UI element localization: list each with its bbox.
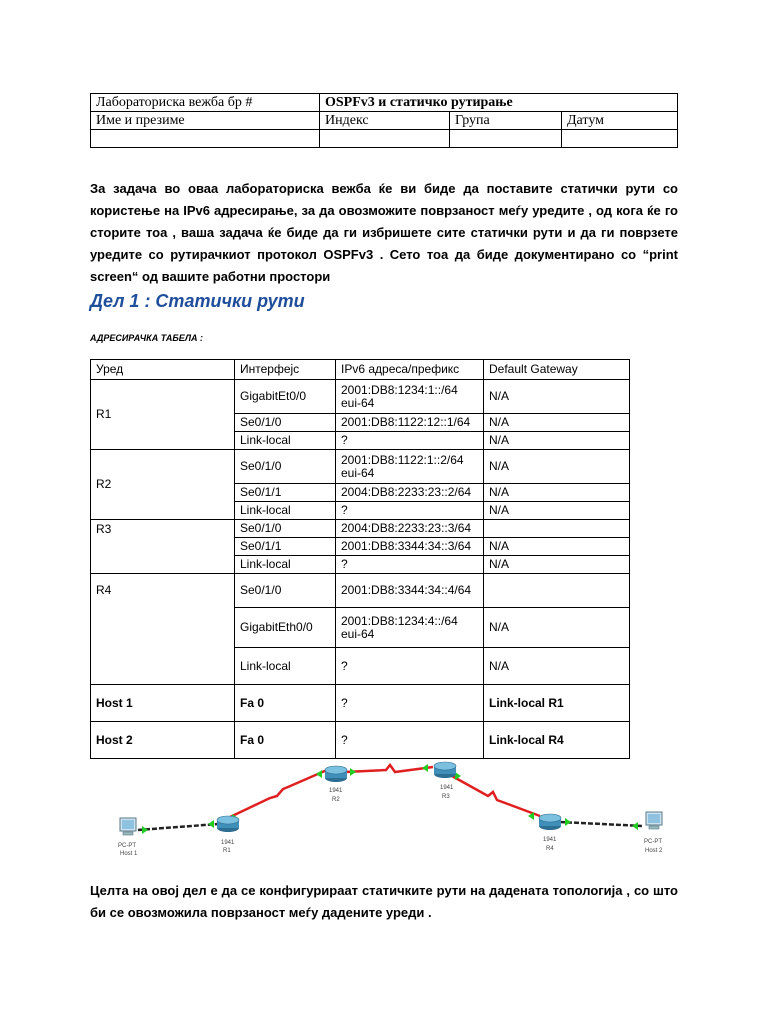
device-r2: R2	[91, 450, 235, 520]
index-value	[320, 130, 450, 148]
address-cell: 2001:DB8:3344:34::3/64	[336, 538, 484, 556]
section-title: Дел 1 : Статички рути	[90, 291, 305, 311]
router-r2-icon[interactable]	[325, 766, 347, 782]
intro-paragraph: За задача во оваа лабораториска вежба ќе ви биде да поставите статички рути со користење на IPv6 адресирање, за да овозможите поврзаност меѓу уредите , од кога ќе го сторите тоа , ваша задача ќе биде да ги избришете сите статички рути и да ги поврзете уредите со рутирачкиот протокол OSPFv3 . Сето тоа да биде документирано со “print screen“ од вашите работни простори	[90, 181, 678, 284]
address-table	[90, 359, 630, 759]
address-cell: ?	[336, 432, 484, 450]
device-host2: Host 2	[91, 722, 235, 759]
interface-cell: Se0/1/0	[235, 520, 336, 538]
r4-name-label: R4	[546, 846, 554, 852]
gateway-cell: N/A	[484, 484, 630, 502]
device-r3: R3	[91, 520, 235, 574]
address-cell: ?	[336, 648, 484, 685]
address-cell: 2001:DB8:1234:1::/64 eui-64	[336, 380, 484, 414]
address-cell: ?	[336, 685, 484, 722]
address-cell: 2001:DB8:1234:4::/64 eui-64	[336, 608, 484, 648]
r4-model-label: 1941	[543, 837, 557, 843]
router-r3-icon[interactable]	[434, 762, 456, 778]
interface-cell: Link-local	[235, 432, 336, 450]
date-label: Датум	[562, 112, 678, 130]
interface-cell: Se0/1/1	[235, 484, 336, 502]
host2-name-label: Host 2	[645, 848, 663, 854]
interface-cell: GigabitEth0/0	[235, 608, 336, 648]
group-value	[450, 130, 562, 148]
interface-cell: Link-local	[235, 502, 336, 520]
header-gateway: Default Gateway	[484, 360, 630, 380]
address-cell: 2001:DB8:3344:34::4/64	[336, 574, 484, 608]
gateway-cell	[484, 520, 630, 538]
name-value	[91, 130, 320, 148]
gateway-cell: N/A	[484, 538, 630, 556]
address-cell: 2004:DB8:2233:23::3/64	[336, 520, 484, 538]
header-address: IPv6 адреса/префикс	[336, 360, 484, 380]
r2-name-label: R2	[332, 797, 340, 803]
link-r3-r4	[452, 776, 540, 816]
host1-type-label: PC-PT	[118, 843, 136, 849]
interface-cell: Fa 0	[235, 685, 336, 722]
table-caption: АДРЕСИРАЧКА ТАБЕЛА :	[90, 333, 204, 343]
index-label: Индекс	[320, 112, 450, 130]
link-host1-r1	[138, 824, 218, 830]
gateway-cell: N/A	[484, 432, 630, 450]
header-device: Уред	[91, 360, 235, 380]
interface-cell: GigabitEt0/0	[235, 380, 336, 414]
link-r2-r3	[345, 765, 433, 772]
pc-host1-icon[interactable]	[120, 818, 136, 835]
date-value	[562, 130, 678, 148]
router-r4-icon[interactable]	[539, 814, 561, 830]
table-row	[91, 685, 630, 722]
header-interface: Интерфејс	[235, 360, 336, 380]
r2-model-label: 1941	[329, 788, 343, 794]
lab-title: OSPFv3 и статичко рутирање	[320, 94, 678, 112]
group-label: Група	[450, 112, 562, 130]
gateway-cell	[484, 574, 630, 608]
gateway-cell: Link-local R1	[484, 685, 630, 722]
link-r4-host2	[560, 822, 643, 826]
interface-cell: Fa 0	[235, 722, 336, 759]
interface-cell: Link-local	[235, 556, 336, 574]
address-cell: ?	[336, 556, 484, 574]
address-cell: 2001:DB8:1122:1::2/64 eui-64	[336, 450, 484, 484]
r3-name-label: R3	[442, 794, 450, 800]
router-r1-icon[interactable]	[217, 816, 239, 832]
table-row	[91, 380, 630, 414]
interface-cell: Se0/1/1	[235, 538, 336, 556]
table-row	[91, 450, 630, 484]
gateway-cell: N/A	[484, 648, 630, 685]
address-cell: ?	[336, 722, 484, 759]
device-host1: Host 1	[91, 685, 235, 722]
device-r1: R1	[91, 380, 235, 450]
network-topology-diagram	[90, 752, 678, 864]
r1-model-label: 1941	[221, 840, 235, 846]
table-row	[91, 574, 630, 608]
gateway-cell: N/A	[484, 502, 630, 520]
gateway-cell: N/A	[484, 450, 630, 484]
link-r1-r2	[228, 770, 327, 818]
table-header-row	[91, 360, 630, 380]
pc-host2-icon[interactable]	[646, 812, 662, 829]
r3-model-label: 1941	[440, 785, 454, 791]
name-label: Име и презиме	[91, 112, 320, 130]
gateway-cell: N/A	[484, 556, 630, 574]
host2-type-label: PC-PT	[644, 839, 662, 845]
gateway-cell: N/A	[484, 608, 630, 648]
gateway-cell: N/A	[484, 380, 630, 414]
address-cell: 2001:DB8:1122:12::1/64	[336, 414, 484, 432]
r1-name-label: R1	[223, 848, 231, 854]
interface-cell: Se0/1/0	[235, 574, 336, 608]
gateway-cell: N/A	[484, 414, 630, 432]
host1-name-label: Host 1	[120, 851, 138, 857]
header-table	[90, 93, 678, 148]
interface-cell: Se0/1/0	[235, 450, 336, 484]
interface-cell: Link-local	[235, 648, 336, 685]
gateway-cell: Link-local R4	[484, 722, 630, 759]
table-row	[91, 520, 630, 538]
device-r4: R4	[91, 574, 235, 685]
outro-paragraph: Целта на овој дел е да се конфигурираат статичките рути на дадената топологија , со што би се овозможила поврзаност меѓу дадените уреди .	[90, 883, 678, 920]
interface-cell: Se0/1/0	[235, 414, 336, 432]
lab-number-label: Лабораториска вежба бр #	[91, 94, 320, 112]
address-cell: ?	[336, 502, 484, 520]
address-cell: 2004:DB8:2233:23::2/64	[336, 484, 484, 502]
